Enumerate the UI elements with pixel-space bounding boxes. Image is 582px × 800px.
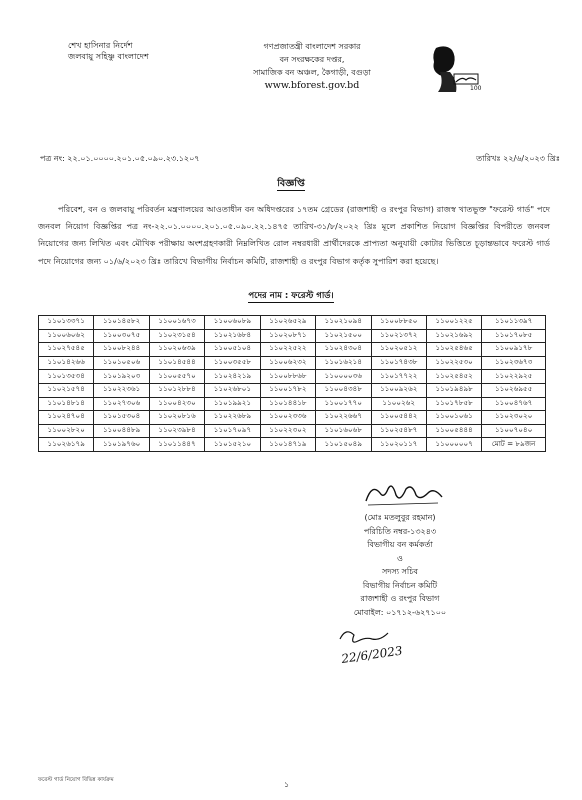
- signatory-name: (মোঃ মতলুবুর রহমান): [364, 513, 436, 522]
- signature-block: [300, 483, 500, 619]
- roll-cell: ১১০০১৬৭৩: [149, 316, 204, 330]
- notice-body: পরিবেশ, বন ও জলবায়ু পরিবর্তন মন্ত্রণালয়ের আওতাধীন বন অধিদপ্তরের ১৭তম গ্রেডের (রাজশাহী ও রংপুর বিভাগ) রাজস্ব খাতভুক্ত "ফরেস্ট গার্ড" পদে জনবল নিয়োগ বিজ্ঞপ্তির পত্র নং-২২.০১.০০০০.২০১.০৫.০৯০.২২.১৪৭৫ তারিখ-৩১/৮/২০২২ খ্রিঃ মূলে প্রকাশিত নিয়োগ বিজ্ঞপ্তির বিপরীতে জনবল নিয়োগের জন্য লিখিত এবং মৌখিক পরীক্ষায় অংশগ্রহণকারী নিম্নলিখিত রোল নম্বরধারী প্রার্থীদেরকে প্রাপ্যতা অনুযায়ী কোটার ভিত্তিতে চূড়ান্তভাবে ফরেস্ট গার্ড পদে নিয়োগের জন্য ০১/৬/২০২৩ খ্রিঃ তারিখে বিভাগীয় নির্বাচন কমিটি, রাজশাহী ও রংপুর বিভাগ কর্তৃক সুপারিশ করা হয়েছে।: [38, 204, 550, 266]
- roll-cell: ১১০১৯২০৩: [94, 370, 149, 384]
- roll-cell: ১১০২৪৩০৪: [316, 343, 371, 357]
- roll-cell: ১১০০১৭৮২: [260, 383, 315, 397]
- roll-cell: ১১০০৬০৮৯: [205, 316, 260, 330]
- roll-cell: ১১০১৬০৬৮: [316, 424, 371, 438]
- slogan-line-2: জলবায়ু সহিষ্ণু বাংলাদেশ: [68, 51, 149, 61]
- roll-cell: ১১০১৫০৪৯: [316, 438, 371, 452]
- roll-cell: ১১০২৬৫২৯: [260, 316, 315, 330]
- roll-cell: ১১০২১৬৯২: [426, 329, 481, 343]
- table-row: [39, 356, 546, 370]
- roll-cell: ১১০০১২২৫: [426, 316, 481, 330]
- slogan-line-1: শেখ হাসিনার নির্দেশ: [68, 40, 133, 50]
- table-row: [39, 343, 546, 357]
- roll-cell: ১১০১৭০৮৫: [482, 329, 546, 343]
- reference-line: [40, 153, 560, 166]
- roll-cell: ১১০২৬৯৫৫: [482, 383, 546, 397]
- memo-date: তারিখঃ ২২/৬/২০২৩ খ্রিঃ: [476, 154, 560, 163]
- signatory-mobile: মোবাইল: ০১৭১২-৬২৭১০০: [353, 607, 447, 617]
- roll-cell: ১১০০৩০৭৫: [94, 329, 149, 343]
- office-header: [232, 40, 392, 92]
- roll-cell: ১১০২১৫০০: [316, 329, 371, 343]
- roll-cell: ১১০২৩১৫৪: [149, 329, 204, 343]
- roll-cell: ১১০০৪২৩০: [149, 397, 204, 411]
- roll-cell: ১১০০৪৪৮৯: [94, 424, 149, 438]
- roll-cell: ১১০০২৮২০: [39, 424, 94, 438]
- roll-cell: ১১০২১০৯৪: [316, 316, 371, 330]
- roll-cell: ১১০০৩৫৫৮: [205, 356, 260, 370]
- table-row: [39, 397, 546, 411]
- website-link[interactable]: www.bforest.gov.bd: [264, 80, 360, 91]
- roll-cell: ১১০০২৬২: [371, 397, 426, 411]
- roll-cell: ১১০২২৬৮৯: [205, 411, 260, 425]
- roll-cell: ১১০১৯৯২১: [205, 397, 260, 411]
- svg-text:100: 100: [470, 85, 482, 92]
- roll-cell: ১১০১৭০৯৭: [205, 424, 260, 438]
- roll-cell: ১১০০৯১৭৮: [482, 343, 546, 357]
- table-row: [39, 438, 546, 452]
- roll-cell: ১১০২২৩০২: [260, 424, 315, 438]
- roll-cell: ১১০২১৬৮৪: [205, 329, 260, 343]
- roll-cell: ১১০২৪৭০৪: [39, 411, 94, 425]
- roll-cell: ১১০০০০৩৬: [316, 370, 371, 384]
- table-row: [39, 424, 546, 438]
- roll-cell: ১১০০৬২৩২: [260, 356, 315, 370]
- roll-cell: ১১০২৫৪৮৭: [371, 424, 426, 438]
- roll-cell: ১১০২০৮১৬: [149, 411, 204, 425]
- government-name: গণপ্রজাতন্ত্রী বাংলাদেশ সরকার: [263, 42, 361, 51]
- roll-cell: ১১০০২৩৩৬: [260, 411, 315, 425]
- table-row: [39, 329, 546, 343]
- roll-cell: ১১০২৫৪৬৫: [426, 343, 481, 357]
- roll-cell: ১১০০৫১০৪: [205, 343, 260, 357]
- roll-cell: ১১০০৮৮৬৮: [260, 370, 315, 384]
- roll-cell: ১১০০৯২৬২: [371, 383, 426, 397]
- roll-cell: ১১০১৪৮১৪: [39, 397, 94, 411]
- signatory-role: সদস্য সচিব: [382, 567, 418, 576]
- table-row: [39, 316, 546, 330]
- roll-cell: ১১০১৪৪১৮: [260, 397, 315, 411]
- roll-cell: ১১০১৯৭৬০: [94, 438, 149, 452]
- roll-cell: ১১০২২৯২৫: [482, 370, 546, 384]
- roll-cell: ১১০২১৫৭৪: [39, 383, 94, 397]
- footer-note: ফরেস্ট গার্ড নিয়োগ বিভিন্ন কার্যক্রম: [38, 777, 114, 783]
- office-name: বন সংরক্ষকের দপ্তর,: [279, 55, 345, 64]
- post-name: পদের নাম : ফরেস্ট গার্ড।: [248, 291, 334, 301]
- table-row: [39, 411, 546, 425]
- header-left: [68, 40, 149, 62]
- roll-number-table: [38, 315, 546, 452]
- roll-cell: ১১০০৫৪৪২: [371, 411, 426, 425]
- signatory-division: রাজশাহী ও রংপুর বিভাগ: [360, 594, 440, 603]
- signatory-conjunction: ও: [397, 553, 403, 563]
- notice-title: বিজ্ঞপ্তি: [277, 178, 305, 189]
- roll-cell: ১১০১৬২১৪: [316, 356, 371, 370]
- table-row: [39, 383, 546, 397]
- roll-cell: ১১০২৬১৭৯: [39, 438, 94, 452]
- portrait-logo-icon: [428, 44, 484, 96]
- roll-cell: ১১০১১৪৪৭: [149, 438, 204, 452]
- roll-cell: ১১০১৫৩০৪: [94, 411, 149, 425]
- roll-cell: ১১০১০৫০৬: [94, 356, 149, 370]
- roll-cell: ১১০১১৩৯৭: [482, 316, 546, 330]
- table-row: [39, 370, 546, 384]
- roll-cell: ১১০২২৫২২: [260, 343, 315, 357]
- roll-cell: ১১০০৫৪৪৪: [426, 424, 481, 438]
- roll-cell: ১১০২০১১৭: [371, 438, 426, 452]
- roll-cell: ১১০০৫৫৭০: [149, 370, 204, 384]
- roll-cell: ১১০০১০৬১: [426, 411, 481, 425]
- roll-cell: ১১০১৪২৬৬: [39, 356, 94, 370]
- roll-cell: ১১০০৪৩৪৮: [316, 383, 371, 397]
- roll-cell: ১১০১৯৪৯৮: [426, 383, 481, 397]
- signatory-committee: বিভাগীয় নির্বাচন কমিটি: [362, 580, 438, 590]
- roll-cell: ১১০০৭০৪০: [482, 424, 546, 438]
- signatory-designation: বিভাগীয় বন কর্মকর্তা: [367, 540, 433, 549]
- roll-cell: ১১০১৫২১০: [205, 438, 260, 452]
- roll-cell: মোট = ৮৯জন: [482, 438, 546, 452]
- roll-cell: ১১০২০৫১২: [371, 343, 426, 357]
- roll-cell: ১১০২০৬৩৯: [149, 343, 204, 357]
- office-address: সামাজিক বন অঞ্চল, কৈগাড়ী, বগুড়া: [253, 68, 371, 77]
- roll-cell: ১১০১৪৫৮২: [94, 316, 149, 330]
- roll-cell: ১১০০৮৮৫০: [371, 316, 426, 330]
- roll-cell: ১১০১৩৩৭১: [39, 316, 94, 330]
- roll-cell: ১১০২৩০২০: [482, 411, 546, 425]
- handwritten-initial: [336, 625, 416, 669]
- memo-number: পত্র নং: ২২.০১.০০০০.২০১.০৫.০৯০.২৩.১২০৭: [40, 154, 200, 163]
- roll-cell: ১১০২৩৬৭৩: [482, 356, 546, 370]
- roll-cell: ১১০১৭৭২২: [371, 370, 426, 384]
- roll-cell: ১১০১৪৫৪৪: [149, 356, 204, 370]
- roll-cell: ১১০২৫৪৫২: [426, 370, 481, 384]
- roll-cell: ১১০০৪৭৬৭: [482, 397, 546, 411]
- roll-cell: ১১০০৮২৪৪: [94, 343, 149, 357]
- roll-cell: ১১০০০০০৭: [426, 438, 481, 452]
- signatory-id: পরিচিতি নম্বর-১৩২৪৩: [363, 526, 437, 536]
- roll-cell: ১১০২২৬৬৭: [316, 411, 371, 425]
- roll-cell: ১১০২৭৫৪৫: [39, 343, 94, 357]
- roll-cell: ১১০২৪২১৯: [205, 370, 260, 384]
- roll-cell: ১১০১৭৮৫৮: [426, 397, 481, 411]
- page-number: ১: [284, 780, 290, 789]
- roll-cell: ১১০১২৮৮৪: [149, 383, 204, 397]
- roll-cell: ১১০২২৫৩০: [426, 356, 481, 370]
- roll-cell: ১১০২২৩৬১: [94, 383, 149, 397]
- roll-cell: ১১০১৭৪৩৮: [371, 356, 426, 370]
- roll-cell: ১১০২৭৩০৬: [94, 397, 149, 411]
- handwritten-date: 22/6/2023: [340, 643, 404, 666]
- roll-cell: ১১০২৬৮০১: [205, 383, 260, 397]
- roll-cell: ১১০০১৭৭০: [316, 397, 371, 411]
- roll-cell: ১১০২১৩৭২: [371, 329, 426, 343]
- roll-cell: ১১০২০৮৭১: [260, 329, 315, 343]
- roll-cell: ১১০০৬০৬২: [39, 329, 94, 343]
- roll-cell: ১১০১৪৭১৯: [260, 438, 315, 452]
- roll-cell: ১১০২৩৯৮৪: [149, 424, 204, 438]
- signature-image: [300, 483, 500, 511]
- roll-cell: ১১০১৩৫৩৪: [39, 370, 94, 384]
